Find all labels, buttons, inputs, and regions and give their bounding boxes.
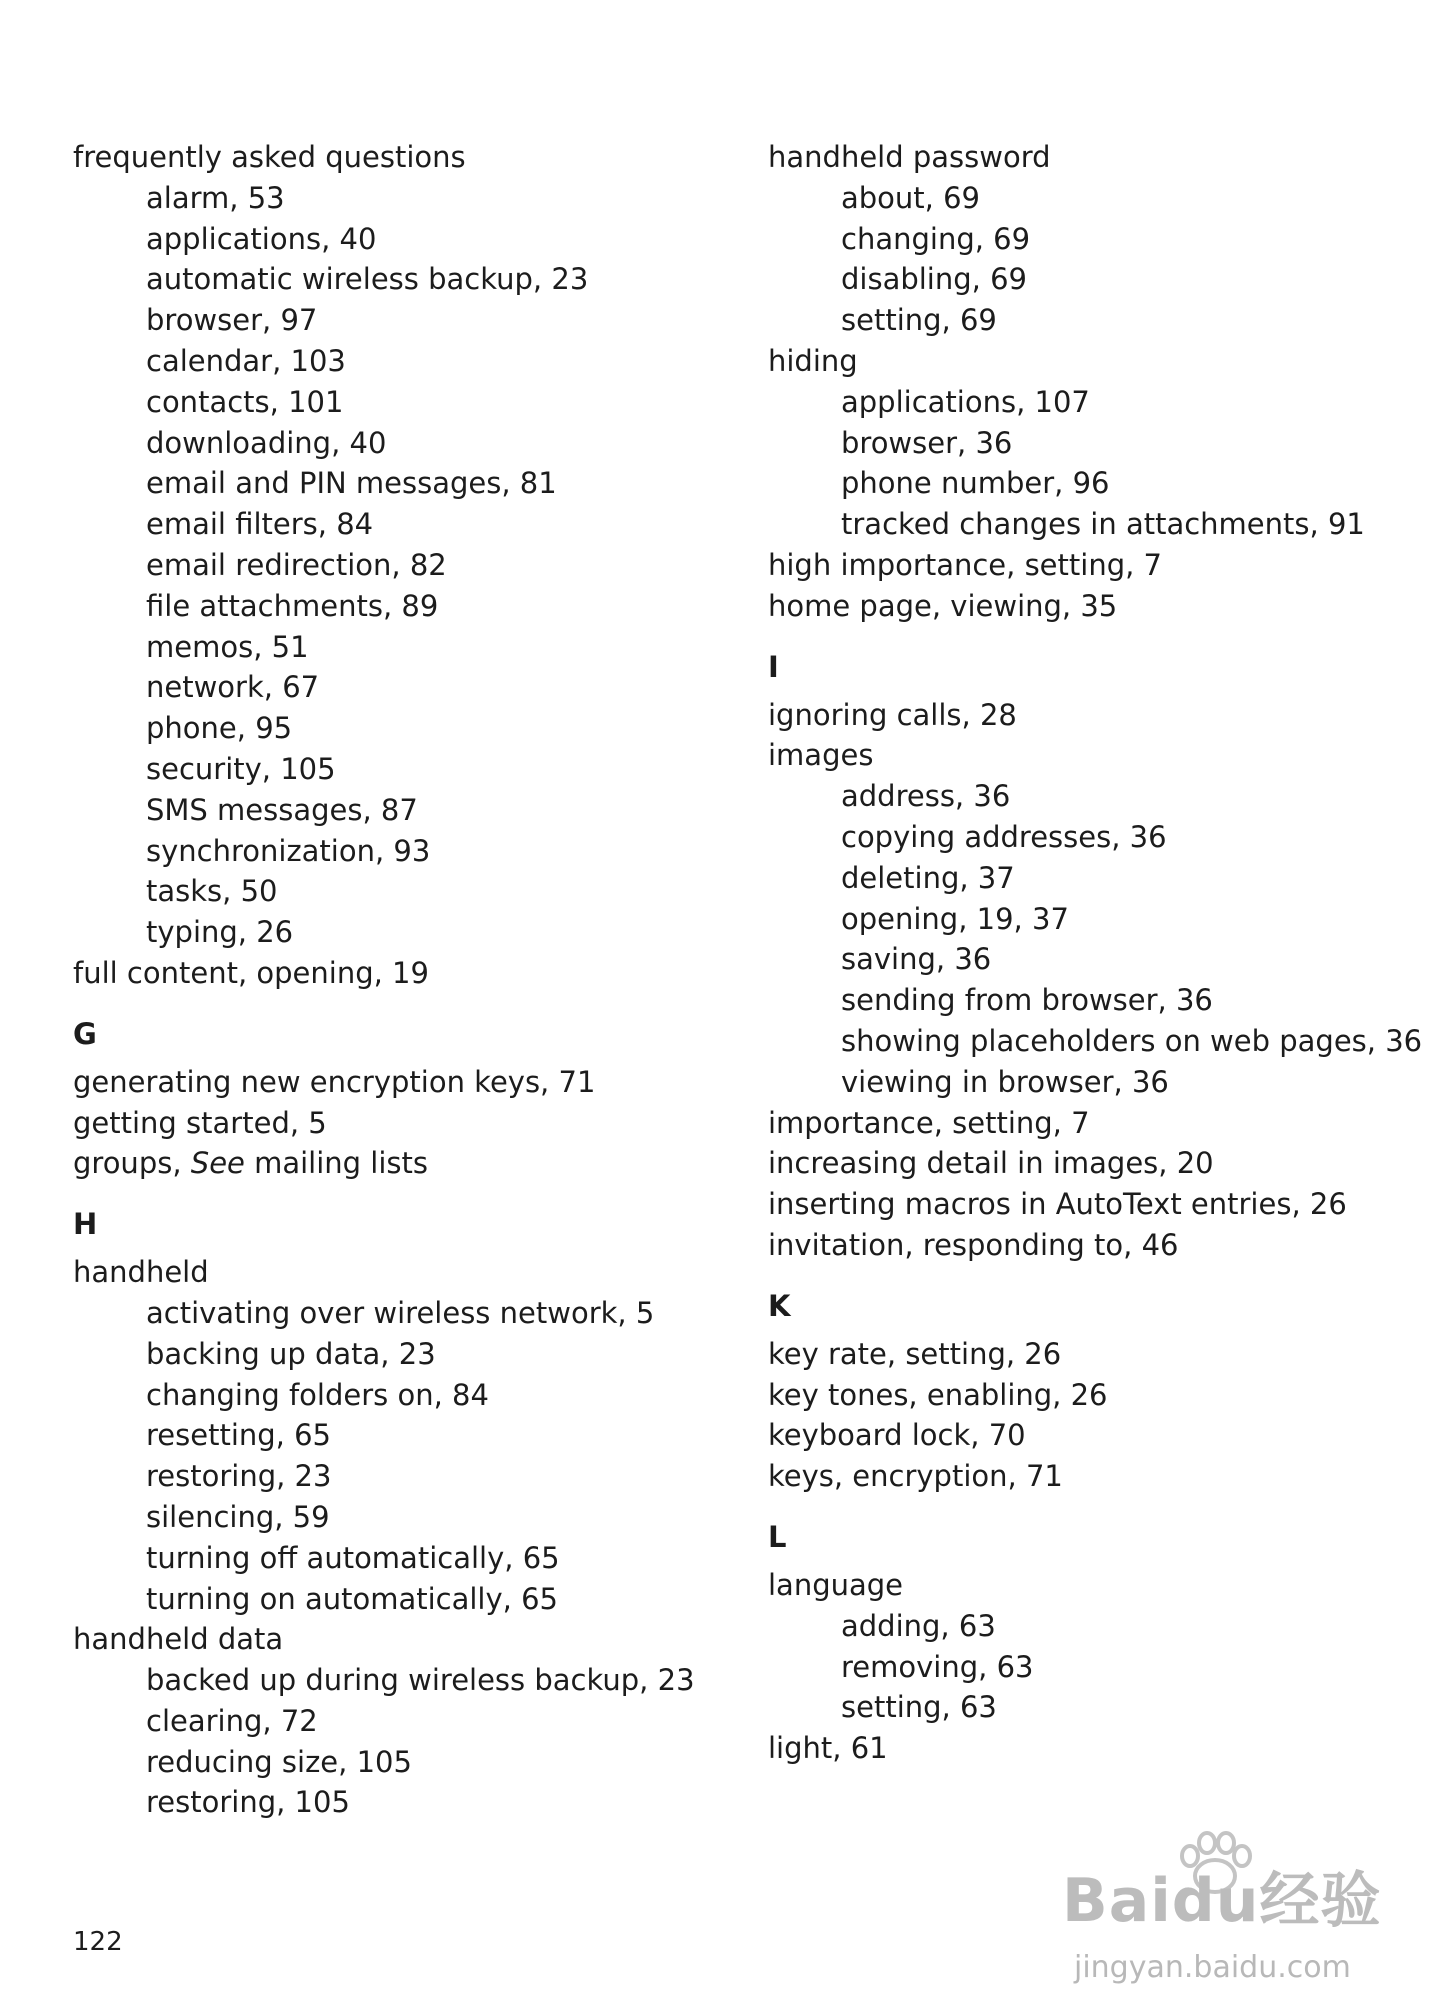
- index-subentry: restoring, 105: [146, 1785, 350, 1820]
- index-subentry: restoring, 23: [146, 1459, 332, 1494]
- index-entry: getting started, 5: [73, 1105, 327, 1140]
- index-entry: key rate, setting, 26: [768, 1336, 1062, 1371]
- index-column-right: [768, 137, 1423, 1769]
- index-subentry: email redirection, 82: [146, 547, 447, 582]
- index-subentry: browser, 97: [146, 303, 318, 338]
- baidu-watermark: [1052, 1830, 1382, 1990]
- index-subentry: opening, 19, 37: [841, 901, 1069, 936]
- index-section-letter: H: [73, 1207, 98, 1242]
- index-subentry: phone, 95: [146, 711, 293, 746]
- index-subentry: synchronization, 93: [146, 833, 431, 868]
- index-entry: key tones, enabling, 26: [768, 1377, 1108, 1412]
- index-subentry: email and PIN messages, 81: [146, 466, 557, 501]
- index-subentry: tracked changes in attachments, 91: [841, 507, 1365, 542]
- index-subentry: turning on automatically, 65: [146, 1581, 558, 1616]
- index-subentry: disabling, 69: [841, 262, 1027, 297]
- index-entry: increasing detail in images, 20: [768, 1146, 1214, 1181]
- index-entry: keyboard lock, 70: [768, 1418, 1026, 1453]
- index-subentry: copying addresses, 36: [841, 819, 1167, 854]
- index-subentry: activating over wireless network, 5: [146, 1295, 655, 1330]
- watermark-brand: Baidu经验: [1062, 1866, 1382, 1936]
- index-entry: handheld password: [768, 140, 1051, 174]
- index-subentry: tasks, 50: [146, 874, 278, 909]
- index-subentry: network, 67: [146, 670, 320, 705]
- index-subentry: reducing size, 105: [146, 1744, 412, 1779]
- index-entry-text: groups,: [73, 1146, 191, 1181]
- index-subentry: phone number, 96: [841, 466, 1110, 501]
- index-subentry: deleting, 37: [841, 860, 1015, 895]
- index-entry: importance, setting, 7: [768, 1105, 1090, 1140]
- index-subentry: sending from browser, 36: [841, 983, 1213, 1018]
- index-subentry: security, 105: [146, 751, 336, 786]
- index-entry: light, 61: [768, 1731, 888, 1766]
- index-section-letter: K: [768, 1288, 791, 1323]
- index-entry: inserting macros in AutoText entries, 26: [768, 1187, 1347, 1222]
- index-entry: ignoring calls, 28: [768, 697, 1017, 732]
- index-subentry: email filters, 84: [146, 507, 374, 542]
- index-subentry: about, 69: [841, 180, 981, 215]
- index-subentry: applications, 40: [146, 221, 377, 256]
- index-subentry: changing, 69: [841, 221, 1031, 256]
- index-subentry: contacts, 101: [146, 384, 344, 419]
- index-subentry: resetting, 65: [146, 1418, 332, 1453]
- index-column-left: [73, 137, 713, 1823]
- index-subentry: typing, 26: [146, 915, 294, 950]
- index-subentry: saving, 36: [841, 942, 992, 977]
- index-subentry: setting, 69: [841, 303, 997, 338]
- index-entry: full content, opening, 19: [73, 955, 429, 990]
- index-subentry: browser, 36: [841, 425, 1013, 460]
- index-subentry: backing up data, 23: [146, 1336, 436, 1371]
- index-entry: hiding: [768, 343, 858, 378]
- index-subentry: address, 36: [841, 779, 1011, 814]
- index-subentry: SMS messages, 87: [146, 792, 418, 827]
- index-entry: frequently asked questions: [73, 140, 466, 174]
- index-subentry: removing, 63: [841, 1649, 1034, 1684]
- index-subentry: turning off automatically, 65: [146, 1540, 560, 1575]
- index-entry: home page, viewing, 35: [768, 588, 1118, 623]
- index-entry: [73, 1143, 713, 1184]
- index-subentry: downloading, 40: [146, 425, 387, 460]
- see-reference: See: [190, 1146, 245, 1181]
- index-entry: handheld data: [73, 1622, 284, 1657]
- index-entry-target: mailing lists: [244, 1146, 428, 1181]
- index-entry: keys, encryption, 71: [768, 1459, 1063, 1494]
- index-subentry: silencing, 59: [146, 1499, 330, 1534]
- index-subentry: clearing, 72: [146, 1703, 318, 1738]
- index-subentry: calendar, 103: [146, 343, 346, 378]
- index-subentry: changing folders on, 84: [146, 1377, 489, 1412]
- index-entry: images: [768, 738, 874, 773]
- index-section-letter: L: [768, 1519, 787, 1554]
- index-entry: generating new encryption keys, 71: [73, 1064, 596, 1099]
- index-subentry: alarm, 53: [146, 180, 285, 215]
- index-entry: high importance, setting, 7: [768, 547, 1162, 582]
- page-number: 122: [73, 1927, 123, 1957]
- watermark-url: jingyan.baidu.com: [1074, 1950, 1351, 1985]
- index-entry: invitation, responding to, 46: [768, 1227, 1179, 1262]
- index-subentry: adding, 63: [841, 1608, 996, 1643]
- index-subentry: memos, 51: [146, 629, 309, 664]
- index-subentry: viewing in browser, 36: [841, 1064, 1169, 1099]
- index-section-letter: I: [768, 649, 779, 684]
- index-subentry: applications, 107: [841, 384, 1090, 419]
- index-entry: handheld: [73, 1255, 209, 1290]
- index-section-letter: G: [73, 1016, 97, 1051]
- index-subentry: file attachments, 89: [146, 588, 439, 623]
- index-subentry: showing placeholders on web pages, 36: [841, 1023, 1423, 1058]
- index-entry: language: [768, 1567, 904, 1602]
- index-subentry: backed up during wireless backup, 23: [146, 1663, 695, 1698]
- index-subentry: automatic wireless backup, 23: [146, 262, 589, 297]
- index-subentry: setting, 63: [841, 1690, 997, 1725]
